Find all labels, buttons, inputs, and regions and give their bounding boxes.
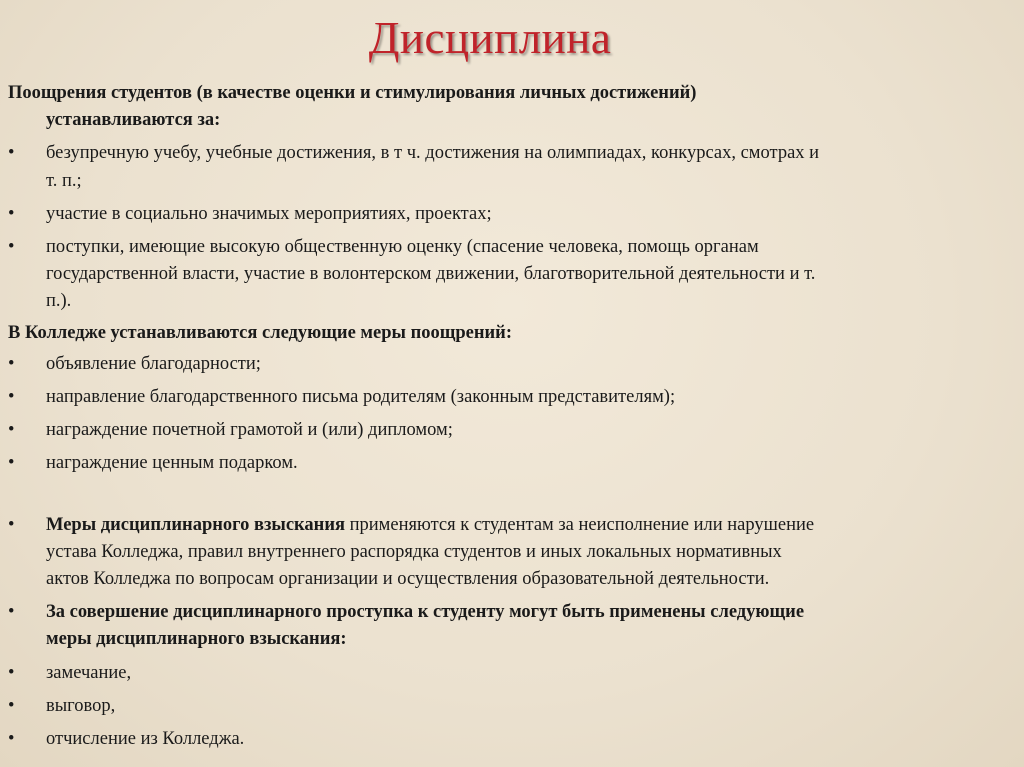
penalty-item bbox=[8, 693, 1010, 720]
measure-text: объявление благодарности; bbox=[46, 353, 261, 374]
measures-heading bbox=[8, 320, 1010, 347]
measure-text: направление благодарственного письма родителям (законным представителям); bbox=[46, 387, 676, 408]
measure-item bbox=[8, 351, 1010, 378]
reason-item bbox=[8, 234, 1010, 316]
bullet-icon: • bbox=[8, 237, 15, 258]
discipline-line: устава Колледжа, правил внутреннего распорядка студентов и иных локальных нормативных bbox=[46, 541, 782, 562]
penalty-item bbox=[8, 660, 1010, 687]
bullet-icon: • bbox=[8, 387, 15, 408]
bullet-icon: • bbox=[8, 729, 15, 750]
slide-title: Дисциплина bbox=[368, 13, 612, 63]
discipline-line: применяются к студентам за неисполнение или нарушение bbox=[345, 514, 815, 535]
measure-text: награждение ценным подарком. bbox=[46, 453, 298, 474]
reason-line: поступки, имеющие высокую общественную оценку (спасение человека, помощь органам bbox=[46, 237, 759, 258]
reason-line: государственной власти, участие в волонтерском движении, благотворительной деятельности и т. bbox=[46, 264, 816, 285]
reason-line: т. п.; bbox=[46, 170, 82, 191]
penalty-text: отчисление из Колледжа. bbox=[46, 729, 245, 750]
measure-item bbox=[8, 417, 1010, 444]
discipline-bold: Меры дисциплинарного взыскания bbox=[46, 514, 345, 535]
slide-content bbox=[8, 80, 1010, 753]
bullet-icon: • bbox=[8, 602, 15, 623]
measure-item bbox=[8, 450, 1010, 477]
bullet-icon: • bbox=[8, 420, 15, 441]
bullet-icon: • bbox=[8, 453, 15, 474]
measures-heading-text: В Колледже устанавливаются следующие меры поощрений: bbox=[8, 322, 512, 343]
offense-line: меры дисциплинарного взыскания: bbox=[46, 629, 347, 650]
reason-line: участие в социально значимых мероприятиях, проектах; bbox=[46, 203, 492, 224]
penalty-text: выговор, bbox=[46, 695, 116, 716]
reason-item bbox=[8, 201, 1010, 228]
intro-line-2: устанавливаются за: bbox=[46, 110, 221, 131]
intro-paragraph bbox=[8, 80, 1010, 134]
bullet-icon: • bbox=[8, 695, 15, 716]
reason-line: п.). bbox=[46, 291, 72, 312]
discipline-item bbox=[8, 512, 1010, 594]
intro-line-1: Поощрения студентов (в качестве оценки и стимулирования личных достижений) bbox=[8, 83, 697, 103]
penalty-text: замечание, bbox=[46, 662, 132, 683]
measure-item bbox=[8, 384, 1010, 411]
offense-item bbox=[8, 599, 1010, 653]
bullet-icon: • bbox=[8, 514, 15, 535]
measure-text: награждение почетной грамотой и (или) дипломом; bbox=[46, 420, 453, 441]
bullet-icon: • bbox=[8, 143, 15, 164]
bullet-icon: • bbox=[8, 353, 15, 374]
offense-line: За совершение дисциплинарного проступка к студенту могут быть применены следующие bbox=[46, 602, 805, 623]
penalty-item bbox=[8, 726, 1010, 753]
bullet-icon: • bbox=[8, 662, 15, 683]
reason-item bbox=[8, 140, 1010, 194]
bullet-icon: • bbox=[8, 203, 15, 224]
discipline-line: актов Колледжа по вопросам организации и осуществления образовательной деятельности. bbox=[46, 569, 770, 590]
reason-line: безупречную учебу, учебные достижения, в т ч. достижения на олимпиадах, конкурсах, смотрах и bbox=[46, 143, 820, 164]
